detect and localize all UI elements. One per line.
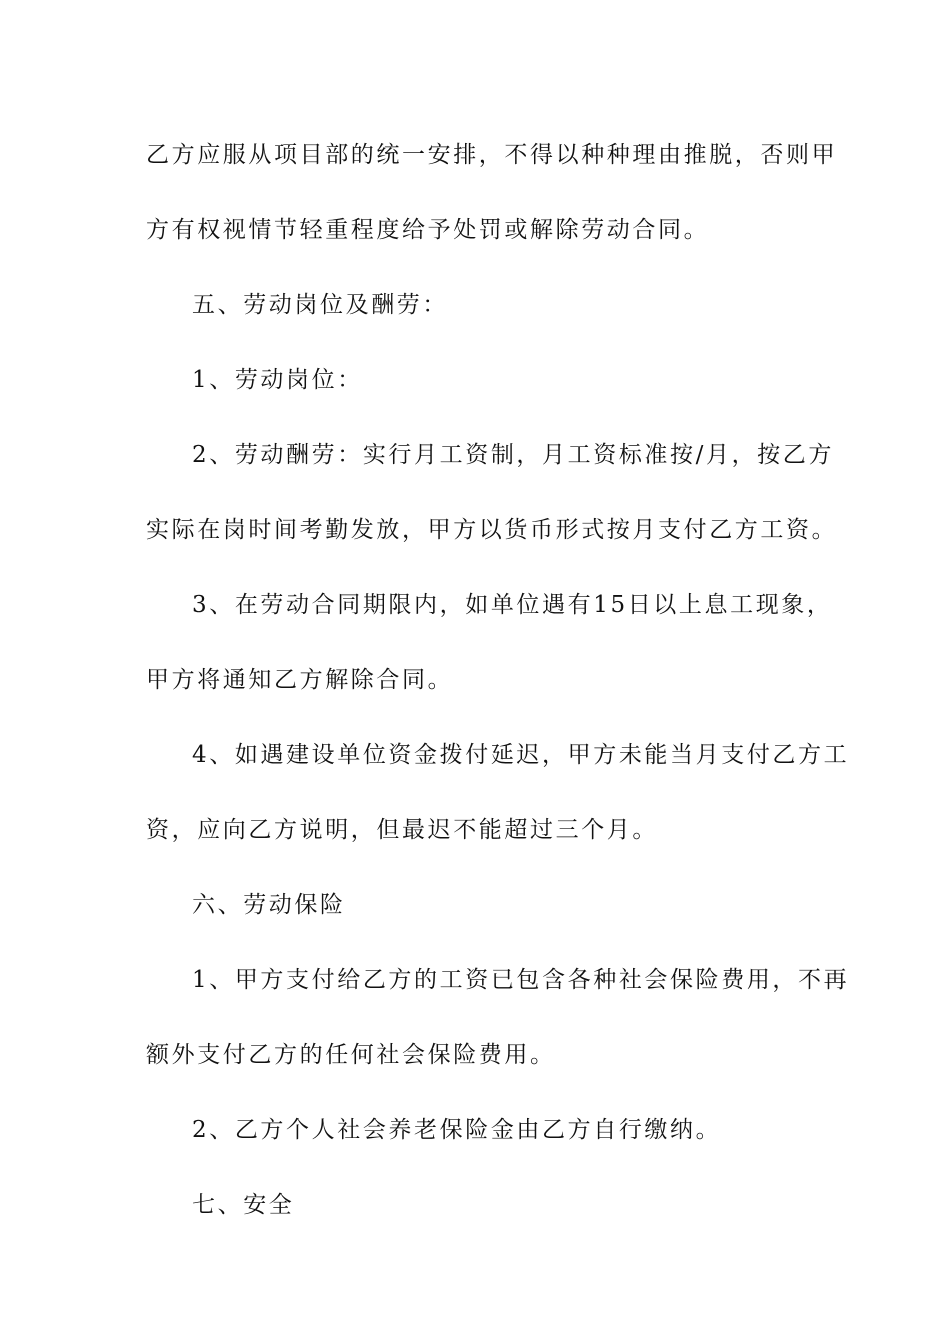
text-line: 额外支付乙方的任何社会保险费用。 (146, 1042, 556, 1068)
text-line: 1、劳动岗位： (192, 367, 363, 393)
text-line: 乙方应服从项目部的统一安排，不得以种种理由推脱，否则甲 (146, 142, 838, 168)
text-line: 资，应向乙方说明，但最迟不能超过三个月。 (146, 817, 658, 843)
text-line: 实际在岗时间考勤发放，甲方以货币形式按月支付乙方工资。 (146, 517, 838, 543)
section-heading: 七、安全 (192, 1192, 295, 1218)
text-line: 甲方将通知乙方解除合同。 (146, 667, 454, 693)
section-heading: 五、劳动岗位及酬劳： (192, 292, 448, 318)
text-line: 方有权视情节轻重程度给予处罚或解除劳动合同。 (146, 217, 710, 243)
text-line: 2、乙方个人社会养老保险金由乙方自行缴纳。 (192, 1117, 722, 1143)
text-line: 4、如遇建设单位资金拨付延迟，甲方未能当月支付乙方工 (192, 742, 850, 768)
section-heading: 六、劳动保险 (192, 892, 346, 918)
text-line: 1、甲方支付给乙方的工资已包含各种社会保险费用，不再 (192, 967, 850, 993)
text-line: 3、在劳动合同期限内，如单位遇有15日以上息工现象， (192, 592, 833, 618)
text-line: 2、劳动酬劳：实行月工资制，月工资标准按/月，按乙方 (192, 442, 834, 468)
